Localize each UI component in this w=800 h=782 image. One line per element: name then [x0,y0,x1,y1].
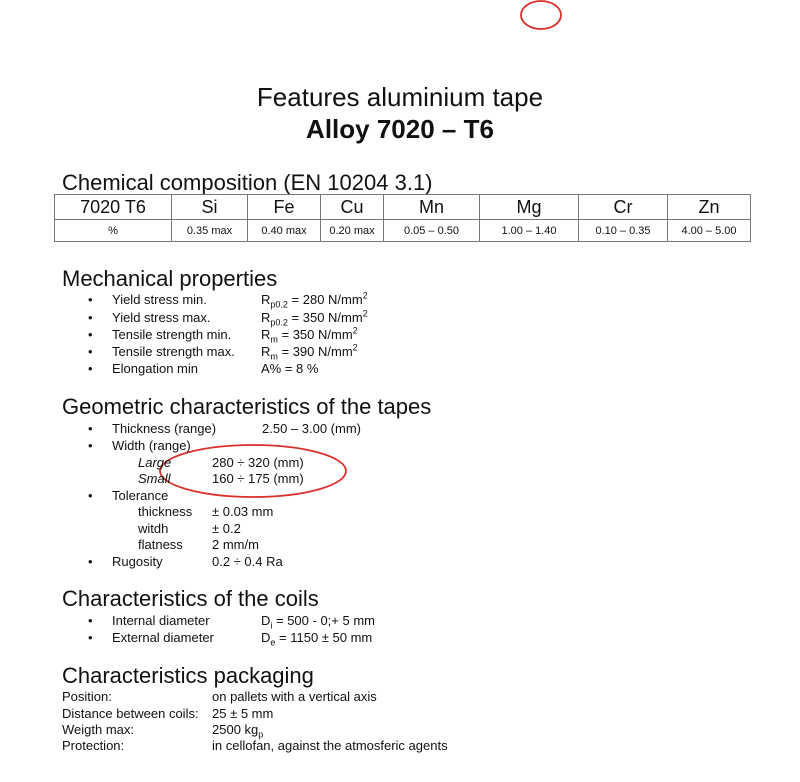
large-label: Large [138,455,172,470]
bullet: • [88,613,93,628]
external-diameter-value: $D_e = 1150 \pm 50$ mm [261,630,373,648]
small-label: Small [138,471,171,486]
table-header-cell: Mn [384,195,480,220]
table-cell: % [55,220,172,242]
mechanical-heading: Mechanical properties [62,266,278,291]
chemical-heading: Chemical composition (EN 10204 3.1) [62,170,433,195]
tol-thickness-label: thickness [138,504,193,519]
table-cell: 0.35 max [172,220,248,242]
protection-label: Protection: [62,738,125,753]
thickness-value: 2.50 – 3.00 (mm) [262,421,361,436]
small-value: 160 ÷ 175 (mm) [212,471,304,486]
bullet: • [88,310,93,325]
bullet: • [88,344,93,359]
tol-width-label: witdh [138,521,169,536]
tol-width-value: ± 0.2 [212,521,241,536]
mech-value: $R_m = 350$ $N/mm^2$ [261,325,358,345]
internal-diameter-value: $D_i = 500$ - 0;+ 5 mm [261,613,375,631]
position-label: Position: [62,689,112,704]
coils-heading: Characteristics of the coils [62,586,319,611]
large-value: 280 ÷ 320 (mm) [212,455,304,470]
tolerance-label: Tolerance [112,488,169,503]
mech-label: Elongation min [112,361,198,376]
distance-label: Distance between coils: [62,706,199,721]
tol-flatness-label: flatness [138,537,183,552]
mech-label: Yield stress min. [112,292,207,307]
mech-value: A% = 8 % [261,361,319,376]
annotation-small-circle [521,1,561,29]
table-header-cell: Cu [321,195,384,220]
distance-value: 25 ± 5 mm [212,706,274,721]
bullet: • [88,421,93,436]
mech-value: $R_m = 390$ $N/mm^2$ [261,342,358,362]
chemical-header-row [55,195,751,220]
mech-label: Tensile strength max. [112,344,235,359]
bullet: • [88,554,93,569]
table-cell: 0.10 – 0.35 [579,220,668,242]
table-cell: 1.00 – 1.40 [480,220,579,242]
bullet: • [88,292,93,307]
table-cell: 4.00 – 5.00 [668,220,751,242]
bullet: • [88,488,93,503]
weight-value: 2500 $kg_p$ [212,722,264,740]
thickness-label: Thickness (range) [112,421,217,436]
table-header-cell: Cr [579,195,668,220]
mech-label: Tensile strength min. [112,327,232,342]
protection-value: in cellofan, against the atmosferic agents [212,738,448,753]
bullet: • [88,630,93,645]
geometric-heading: Geometric characteristics of the tapes [62,394,432,419]
mech-label: Yield stress max. [112,310,211,325]
table-header-cell: Si [172,195,248,220]
table-cell: 0.20 max [321,220,384,242]
mech-value: $R_{p0.2} = 280$ $N/mm^2$ [261,290,368,310]
width-label: Width (range) [112,438,191,453]
table-cell: 0.05 – 0.50 [384,220,480,242]
tol-thickness-value: ± 0.03 mm [212,504,274,519]
table-header-cell: Mg [480,195,579,220]
weight-label: Weigth max: [62,722,135,737]
table-cell: 0.40 max [248,220,321,242]
mech-value: $R_{p0.2} = 350$ $N/mm^2$ [261,308,368,328]
chemical-value-row [55,220,751,242]
chemical-table [54,194,751,242]
table-header-cell: Zn [668,195,751,220]
tol-flatness-value: 2 mm/m [212,537,259,552]
document-title: Features aluminium tape [256,82,544,112]
rugosity-value: 0.2 ÷ 0.4 Ra [212,554,283,569]
bullet: • [88,327,93,342]
bullet: • [88,438,93,453]
document-subtitle: Alloy 7020 – T6 [306,114,494,144]
rugosity-label: Rugosity [112,554,163,569]
external-diameter-label: External diameter [112,630,214,645]
packaging-heading: Characteristics packaging [62,663,314,688]
bullet: • [88,361,93,376]
table-header-cell: Fe [248,195,321,220]
internal-diameter-label: Internal diameter [112,613,210,628]
position-value: on pallets with a vertical axis [212,689,377,704]
table-header-cell: 7020 T6 [55,195,172,220]
